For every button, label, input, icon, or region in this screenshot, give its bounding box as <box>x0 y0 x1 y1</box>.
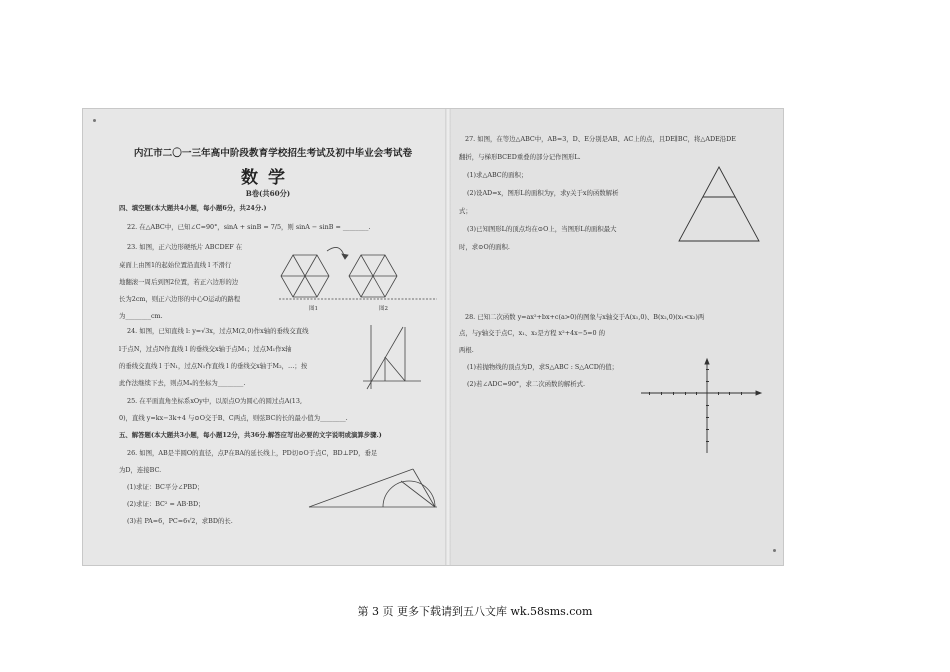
question-27-part-3a: (3)已知图形L的顶点均在⊙O上，当图形L的面积最大 <box>467 225 617 233</box>
question-24-line-1: 24. 如图，已知直线 l: y=√3x，过点M(2,0)作x轴的垂线交直线 <box>127 327 309 335</box>
figure-1-caption: 图1 <box>309 306 318 312</box>
question-28-part-1: (1)若抛物线的顶点为D，求S△ABC : S△ACD的值； <box>467 363 619 371</box>
question-27-part-1: (1)求△ABC的面积； <box>467 171 528 179</box>
question-23-line-3: 地翻滚一周后到图2位置，若正六边形的边 <box>119 278 239 286</box>
question-24-line-3: 的垂线交直线 l 于N₁，过点N₁作直线 l 的垂线交x轴于M₂，…；按 <box>119 362 308 370</box>
question-23-line-1: 23. 如图，正六边形硬纸片 ABCDEF 在 <box>127 243 243 251</box>
question-25-line-1: 25. 在平面直角坐标系xOy中，以原点O为圆心的圆过点A(13, <box>127 397 302 405</box>
question-27-line-1: 27. 如图，在等边△ABC中，AB=3，D、E分别是AB、AC上的点，且DE∥BC，将△ADE沿DE <box>465 135 736 143</box>
scan-speck <box>773 549 776 552</box>
question-26-part-2: (2)求证：BC² = AB·BD； <box>127 500 205 508</box>
line-l-figure <box>361 323 423 391</box>
scan-speck <box>93 119 96 122</box>
question-26-line-1: 26. 如图，AB是半圆O的直径，点P在BA的延长线上，PD切⊙O于点C，BD⊥PD，垂足 <box>127 449 378 457</box>
question-28-line-1: 28. 已知二次函数 y=ax²+bx+c(a>0)的图象与x轴交于A(x₁,0)、B(x₂,0)(x₁<x₂)两 <box>465 313 705 321</box>
section-5-heading: 五、解答题(本大题共3小题，每小题12分，共36分.解答应写出必要的文字说明或演算步骤.) <box>119 431 382 439</box>
section-4-heading: 四、填空题(本大题共4小题，每小题6分，共24分.) <box>119 204 267 212</box>
page-footer: 第 3 页 更多下载请到五八文库 wk.58sms.com <box>357 605 593 618</box>
semicircle-tangent-figure <box>305 459 441 515</box>
question-27-part-3b: 时，求⊙O的面积. <box>459 243 510 251</box>
question-28-line-3: 两根. <box>459 346 474 354</box>
question-25-line-2: 0)，直线 y=kx−3k+4 与⊙O交于B、C两点，则弦BC的长的最小值为________. <box>119 414 348 422</box>
question-27-part-2a: (2)设AD=x，图形L的面积为y，求y关于x的函数解析 <box>467 189 619 197</box>
question-23-line-2: 桌面上由图1的起始位置沿直线 l 不滑行 <box>119 261 232 269</box>
exam-header-title: 内江市二〇一三年高中阶段教育学校招生考试及初中毕业会考试卷 <box>133 148 413 159</box>
subject-title: 数学 <box>241 168 295 188</box>
figure-2-caption: 图2 <box>379 306 388 312</box>
coordinate-axes-figure <box>637 355 767 455</box>
question-28-part-2: (2)若∠ADC=90°，求二次函数的解析式. <box>467 380 586 388</box>
question-23-line-5: 为________cm. <box>119 312 163 320</box>
question-28-line-2: 点，与y轴交于点C，x₁、x₂是方程 x²+4x−5=0 的 <box>459 329 606 337</box>
question-24-line-2: l于点N，过点N作直线 l 的垂线交x轴于点M₁；过点M₁作x轴 <box>119 345 292 353</box>
scanned-exam-spread <box>82 108 784 566</box>
question-26-part-1: (1)求证：BC平分∠PBD； <box>127 483 204 491</box>
question-26-line-2: 为D，连接BC. <box>119 466 162 474</box>
question-23-line-4: 长为2cm，则正六边形的中心O运动的路程 <box>119 295 241 303</box>
equilateral-triangle-figure <box>673 165 765 245</box>
question-22: 22. 在△ABC中，已知∠C=90°，sinA + sinB = 7/5，则 sinA − sinB = ________. <box>127 223 371 231</box>
question-27-part-2b: 式； <box>459 207 472 215</box>
question-24-line-4: 此作法继续下去，则点Mₙ的坐标为________. <box>119 379 246 387</box>
hexagon-roll-figure <box>279 243 439 327</box>
right-page <box>451 109 784 565</box>
question-27-line-2: 翻折，与梯形BCED重叠的部分记作图形L. <box>459 153 581 161</box>
volume-label: B卷(共60分) <box>245 189 291 198</box>
question-26-part-3: (3)若 PA=6，PC=6√2，求BD的长. <box>127 517 233 525</box>
left-page <box>83 109 445 565</box>
